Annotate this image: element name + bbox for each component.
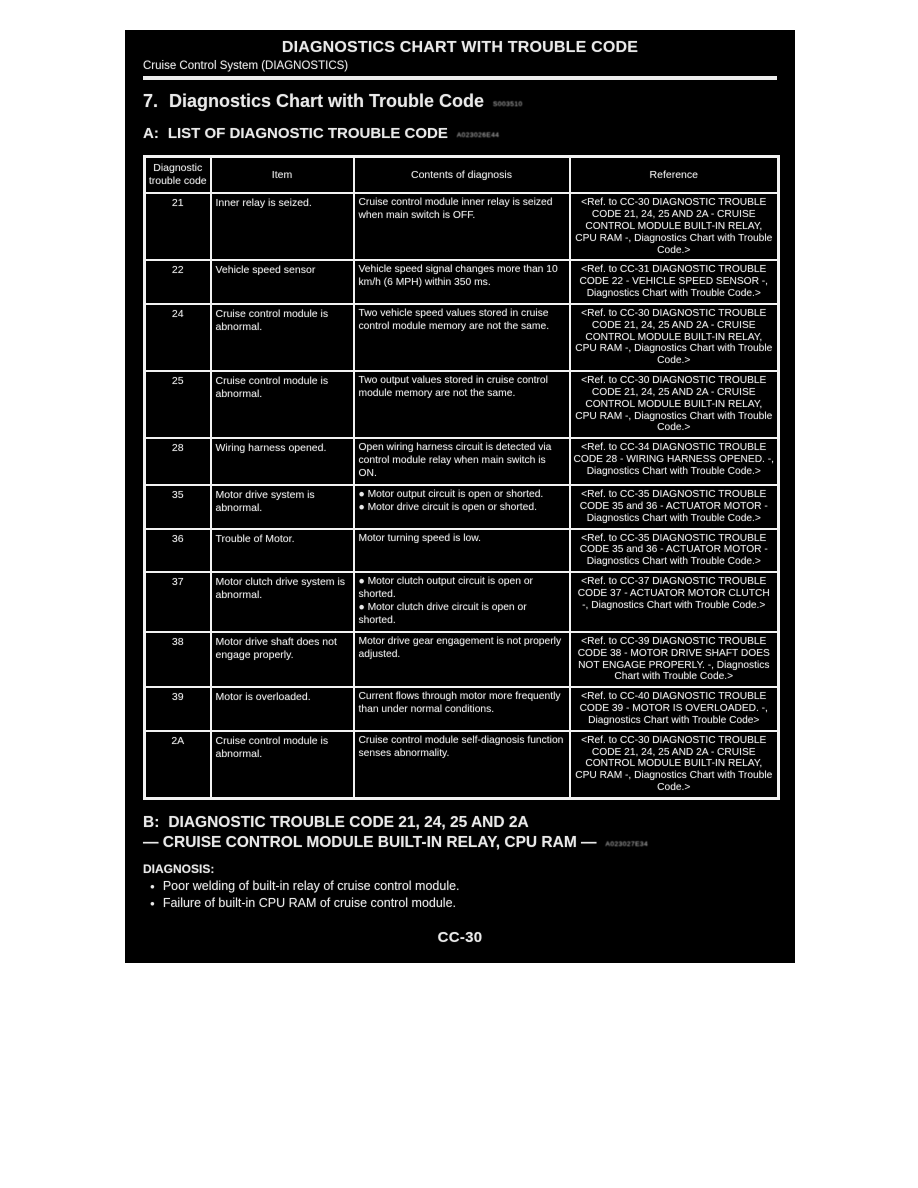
cell-trouble-code: 38 xyxy=(145,632,211,687)
cell-contents xyxy=(354,371,570,438)
section-7-title: Diagnostics Chart with Trouble Code xyxy=(169,91,485,111)
cell-item: Motor drive shaft does not engage properly. xyxy=(211,632,354,687)
cell-item: Vehicle speed sensor xyxy=(211,260,354,303)
section-b-subtitle: — CRUISE CONTROL MODULE BUILT-IN RELAY, CPU RAM — xyxy=(143,833,597,851)
contents-line: Current flows through motor more frequently than under normal conditions. xyxy=(358,691,561,716)
table-header-row xyxy=(145,157,779,194)
section-7-ref-code: S003510 xyxy=(493,101,523,108)
section-b-line2 xyxy=(143,833,777,853)
cell-contents xyxy=(354,193,570,260)
cell-contents xyxy=(354,572,570,632)
contents-line: Two vehicle speed values stored in cruise control module memory are not the same. xyxy=(358,307,550,332)
table-row xyxy=(145,632,779,687)
diagnosis-list xyxy=(143,879,777,910)
cell-contents xyxy=(354,687,570,730)
cell-reference: <Ref. to CC-40 DIAGNOSTIC TROUBLE CODE 39 - MOTOR IS OVERLOADED. -, Diagnostics Chart with Trouble Code> xyxy=(570,687,779,730)
cell-trouble-code: 25 xyxy=(145,371,211,438)
cell-reference: <Ref. to CC-35 DIAGNOSTIC TROUBLE CODE 35 and 36 - ACTUATOR MOTOR - Diagnostics Chart with Trouble Code.> xyxy=(570,529,779,572)
column-header: Diagnostic trouble code xyxy=(145,157,211,194)
contents-line: Open wiring harness circuit is detected via control module relay when main switch is ON. xyxy=(358,442,552,480)
column-header: Item xyxy=(211,157,354,194)
cell-reference: <Ref. to CC-37 DIAGNOSTIC TROUBLE CODE 37 - ACTUATOR MOTOR CLUTCH -, Diagnostics Chart with Trouble Code.> xyxy=(570,572,779,632)
cell-contents xyxy=(354,260,570,303)
cell-item: Cruise control module is abnormal. xyxy=(211,304,354,371)
contents-line: Vehicle speed signal changes more than 10 km/h (6 MPH) within 350 ms. xyxy=(358,264,558,289)
table-row xyxy=(145,371,779,438)
cell-reference: <Ref. to CC-35 DIAGNOSTIC TROUBLE CODE 35 and 36 - ACTUATOR MOTOR - Diagnostics Chart with Trouble Code.> xyxy=(570,485,779,528)
section-a-title: LIST OF DIAGNOSTIC TROUBLE CODE xyxy=(167,125,448,142)
table-row xyxy=(145,304,779,371)
cell-item: Inner relay is seized. xyxy=(211,193,354,260)
cell-trouble-code: 21 xyxy=(145,193,211,260)
contents-line: Motor turning speed is low. xyxy=(358,532,481,544)
table-row xyxy=(145,529,779,572)
diagnosis-label: DIAGNOSIS: xyxy=(143,862,215,877)
running-header-subtitle: Cruise Control System (DIAGNOSTICS) xyxy=(143,60,349,72)
cell-item: Motor is overloaded. xyxy=(211,687,354,730)
section-b-letter: B: xyxy=(143,813,160,831)
cell-contents xyxy=(354,438,570,485)
section-7-heading xyxy=(143,91,777,112)
section-b-line1 xyxy=(143,813,777,833)
cell-reference: <Ref. to CC-30 DIAGNOSTIC TROUBLE CODE 21, 24, 25 AND 2A - CRUISE CONTROL MODULE BUILT-IN RELAY, CPU RAM -, Diagnostics Chart with Trouble Code.> xyxy=(570,371,779,438)
cell-item: Trouble of Motor. xyxy=(211,529,354,572)
section-7-number: 7. xyxy=(143,91,159,111)
cell-trouble-code: 28 xyxy=(145,438,211,485)
section-a-heading xyxy=(143,125,777,142)
section-b-ref-code: A023027E34 xyxy=(605,840,649,848)
table-row xyxy=(145,260,779,303)
column-header: Contents of diagnosis xyxy=(354,157,570,194)
cell-reference: <Ref. to CC-30 DIAGNOSTIC TROUBLE CODE 21, 24, 25 AND 2A - CRUISE CONTROL MODULE BUILT-IN RELAY, CPU RAM -, Diagnostics Chart with Trouble Code.> xyxy=(570,193,779,260)
contents-line: Cruise control module self-diagnosis function senses abnormality. xyxy=(358,734,564,759)
table-row xyxy=(145,731,779,799)
contents-line: ● Motor clutch output circuit is open or shorted. xyxy=(358,576,533,600)
section-a-ref-code: A023026E44 xyxy=(456,132,500,139)
contents-line: ● Motor output circuit is open or shorted. xyxy=(358,489,544,501)
cell-reference: <Ref. to CC-34 DIAGNOSTIC TROUBLE CODE 28 - WIRING HARNESS OPENED. -, Diagnostics Chart with Trouble Code.> xyxy=(570,438,779,485)
cell-reference: <Ref. to CC-30 DIAGNOSTIC TROUBLE CODE 21, 24, 25 AND 2A - CRUISE CONTROL MODULE BUILT-IN RELAY, CPU RAM -, Diagnostics Chart with Trouble Code.> xyxy=(570,731,779,799)
table-row xyxy=(145,687,779,730)
diagnostic-trouble-code-table xyxy=(143,155,780,800)
diagnosis-item: ● Poor welding of built-in relay of cruise control module. xyxy=(150,879,777,893)
table-row xyxy=(145,193,779,260)
running-header-title: DIAGNOSTICS CHART WITH TROUBLE CODE xyxy=(281,39,639,56)
scanned-manual-page xyxy=(125,30,795,963)
cell-reference: <Ref. to CC-30 DIAGNOSTIC TROUBLE CODE 21, 24, 25 AND 2A - CRUISE CONTROL MODULE BUILT-IN RELAY, CPU RAM -, Diagnostics Chart with Trouble Code.> xyxy=(570,304,779,371)
cell-trouble-code: 39 xyxy=(145,687,211,730)
diagnosis-item: ● Failure of built-in CPU RAM of cruise control module. xyxy=(150,896,777,910)
cell-item: Cruise control module is abnormal. xyxy=(211,731,354,799)
table-row xyxy=(145,438,779,485)
cell-reference: <Ref. to CC-31 DIAGNOSTIC TROUBLE CODE 22 - VEHICLE SPEED SENSOR -, Diagnostics Chart with Trouble Code.> xyxy=(570,260,779,303)
cell-contents xyxy=(354,632,570,687)
page-number: CC-30 xyxy=(437,929,483,946)
contents-line: Motor drive gear engagement is not properly adjusted. xyxy=(358,635,562,660)
cell-item: Motor clutch drive system is abnormal. xyxy=(211,572,354,632)
table-row xyxy=(145,572,779,632)
column-header: Reference xyxy=(570,157,779,194)
cell-trouble-code: 22 xyxy=(145,260,211,303)
cell-contents xyxy=(354,731,570,799)
cell-contents xyxy=(354,304,570,371)
cell-trouble-code: 37 xyxy=(145,572,211,632)
contents-line: Two output values stored in cruise control module memory are not the same. xyxy=(358,375,548,399)
section-a-letter: A: xyxy=(143,125,159,142)
cell-reference: <Ref. to CC-39 DIAGNOSTIC TROUBLE CODE 38 - MOTOR DRIVE SHAFT DOES NOT ENGAGE PROPERLY. -, Diagnostics Chart with Trouble Code.> xyxy=(570,632,779,687)
cell-item: Cruise control module is abnormal. xyxy=(211,371,354,438)
cell-trouble-code: 24 xyxy=(145,304,211,371)
cell-trouble-code: 36 xyxy=(145,529,211,572)
table-row xyxy=(145,485,779,528)
cell-item: Motor drive system is abnormal. xyxy=(211,485,354,528)
cell-contents xyxy=(354,529,570,572)
section-b-heading xyxy=(143,813,777,853)
header-divider xyxy=(143,76,777,80)
contents-line: ● Motor clutch drive circuit is open or shorted. xyxy=(358,601,527,626)
cell-contents xyxy=(354,485,570,528)
cell-item: Wiring harness opened. xyxy=(211,438,354,485)
contents-line: Cruise control module inner relay is seized when main switch is OFF. xyxy=(358,197,553,222)
cell-trouble-code: 2A xyxy=(145,731,211,799)
section-b-title: DIAGNOSTIC TROUBLE CODE 21, 24, 25 AND 2A xyxy=(168,813,529,831)
contents-line: ● Motor drive circuit is open or shorted. xyxy=(358,502,537,514)
cell-trouble-code: 35 xyxy=(145,485,211,528)
